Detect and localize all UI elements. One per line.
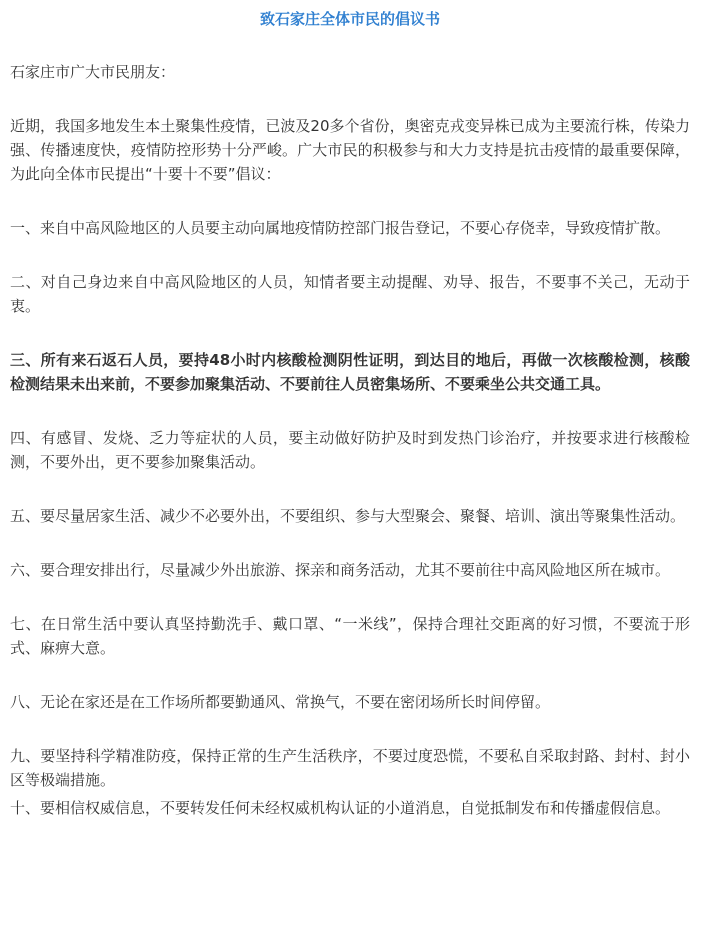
item-paragraph-10: 十、要相信权威信息，不要转发任何未经权威机构认证的小道消息，自觉抵制发布和传播虚假信息。 <box>10 799 671 817</box>
item-paragraph-6: 六、要合理安排出行，尽量减少外出旅游、探亲和商务活动，尤其不要前往中高风险地区所在城市。 <box>10 561 671 579</box>
item-paragraph-2: 二、对自己身边来自中高风险地区的人员，知情者要主动提醒、劝导、报告，不要事不关己，无动于衷。 <box>10 273 690 315</box>
item-paragraph-4: 四、有感冒、发烧、乏力等症状的人员，要主动做好防护及时到发热门诊治疗，并按要求进行核酸检测，不要外出，更不要参加聚集活动。 <box>10 429 690 471</box>
item-paragraph-8: 八、无论在家还是在工作场所都要勤通风、常换气，不要在密闭场所长时间停留。 <box>10 693 551 711</box>
document-title: 致石家庄全体市民的倡议书 <box>259 10 440 28</box>
item-paragraph-3: 三、所有来石返石人员，要持48小时内核酸检测阴性证明，到达目的地后，再做一次核酸检测，核酸检测结果未出来前，不要参加聚集活动、不要前往人员密集场所、不要乘坐公共交通工具。 <box>10 351 690 393</box>
item-paragraph-9: 九、要坚持科学精准防疫，保持正常的生产生活秩序，不要过度恐慌，不要私自采取封路、封村、封小区等极端措施。 <box>10 747 690 789</box>
item-paragraph-5: 五、要尽量居家生活、减少不必要外出，不要组织、参与大型聚会、聚餐、培训、演出等聚集性活动。 <box>10 507 686 525</box>
greeting-paragraph: 石家庄市广大市民朋友： <box>10 63 176 81</box>
item-paragraph-7: 七、在日常生活中要认真坚持勤洗手、戴口罩、“一米线”，保持合理社交距离的好习惯，不要流于形式、麻痹大意。 <box>10 615 690 657</box>
intro-paragraph: 近期，我国多地发生本土聚集性疫情，已波及20多个省份，奥密克戎变异株已成为主要流行株，传染力强、传播速度快，疫情防控形势十分严峻。广大市民的积极参与和大力支持是抗击疫情的最重要保障，为此向全体市民提出“十要十不要”倡议： <box>10 117 690 183</box>
item-paragraph-1: 一、来自中高风险地区的人员要主动向属地疫情防控部门报告登记，不要心存侥幸，导致疫情扩散。 <box>10 219 671 237</box>
